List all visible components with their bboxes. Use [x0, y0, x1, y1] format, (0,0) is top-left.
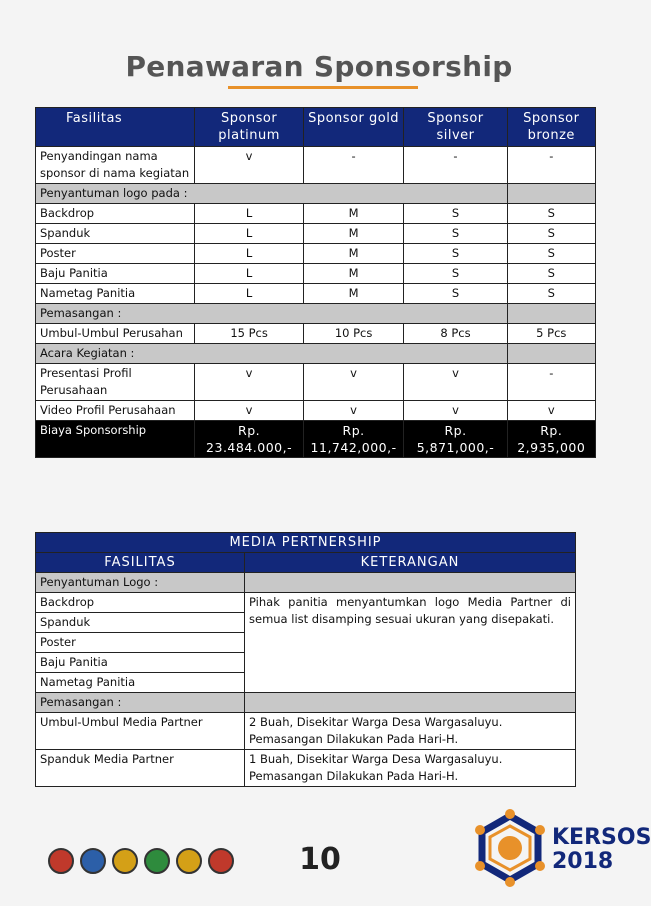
total-price-cell: Rp. 11,742,000,- [303, 421, 404, 458]
partner-logo-icon [208, 848, 234, 874]
sponsor-value-cell: 15 Pcs [195, 324, 303, 344]
media-logo-item: Nametag Panitia [36, 673, 245, 693]
sponsor-value-cell: S [507, 224, 595, 244]
sponsor-value-cell: v [303, 364, 404, 401]
sponsor-value-cell: S [404, 244, 507, 264]
sponsor-table-header [36, 108, 596, 147]
section-label: Acara Kegiatan : [36, 344, 508, 364]
sponsor-value-cell: M [303, 244, 404, 264]
sponsor-value-cell: S [507, 264, 595, 284]
sponsor-value-cell: S [404, 224, 507, 244]
sponsor-total-row [36, 421, 596, 458]
kersos-brand [552, 826, 651, 874]
sponsor-row [36, 147, 596, 184]
sponsor-value-cell: S [507, 284, 595, 304]
media-install-item: Spanduk Media Partner [36, 750, 245, 787]
partner-logos [48, 848, 234, 874]
sponsor-row [36, 284, 596, 304]
sponsor-value-cell: 10 Pcs [303, 324, 404, 344]
total-price-cell: Rp. 2,935,000 [507, 421, 595, 458]
facility-cell: Umbul-Umbul Perusahan [36, 324, 195, 344]
sponsor-value-cell: M [303, 264, 404, 284]
page-number: 10 [299, 842, 341, 877]
sponsor-row [36, 324, 596, 344]
sponsor-value-cell: L [195, 264, 303, 284]
section-label: Penyantuman logo pada : [36, 184, 508, 204]
sponsor-value-cell: v [195, 401, 303, 421]
media-table-title: MEDIA PERTNERSHIP [36, 533, 576, 553]
media-header-keterangan: KETERANGAN [245, 553, 576, 573]
sponsor-table [35, 107, 596, 458]
sponsor-table-body [36, 147, 596, 458]
media-install-desc: 1 Buah, Disekitar Warga Desa Wargasaluyu. Pemasangan Dilakukan Pada Hari-H. [245, 750, 576, 787]
facility-cell: Backdrop [36, 204, 195, 224]
kersos-logo-icon [470, 808, 550, 888]
media-section-install: Pemasangan : [36, 693, 245, 713]
sponsor-value-cell: 5 Pcs [507, 324, 595, 344]
sponsor-value-cell: v [195, 364, 303, 401]
partner-logo-icon [112, 848, 138, 874]
sponsor-value-cell: v [195, 147, 303, 184]
media-logo-description: Pihak panitia menyantumkan logo Media Partner di semua list disamping sesuai ukuran yang disepakati. [245, 593, 576, 693]
facility-cell: Baju Panitia [36, 264, 195, 284]
partner-logo-icon [144, 848, 170, 874]
sponsor-value-cell: S [404, 284, 507, 304]
sponsor-value-cell: - [303, 147, 404, 184]
sponsor-value-cell: v [507, 401, 595, 421]
page-title: Penawaran Sponsorship [125, 50, 513, 83]
sponsor-row [36, 204, 596, 224]
media-partnership-table [35, 532, 576, 787]
sponsor-row [36, 224, 596, 244]
sponsor-value-cell: S [404, 264, 507, 284]
total-label: Biaya Sponsorship [36, 421, 195, 458]
sponsor-value-cell: M [303, 284, 404, 304]
sponsor-section-row [36, 304, 596, 324]
partner-logo-icon [176, 848, 202, 874]
sponsor-value-cell: S [404, 204, 507, 224]
header-silver: Sponsor silver [404, 108, 507, 147]
media-install-item: Umbul-Umbul Media Partner [36, 713, 245, 750]
sponsor-section-row [36, 184, 596, 204]
sponsor-value-cell: - [404, 147, 507, 184]
kersos-brand-name: KERSOS [552, 825, 651, 850]
total-price-cell: Rp. 5,871,000,- [404, 421, 507, 458]
kersos-brand-year: 2018 [552, 849, 614, 874]
media-install-desc: 2 Buah, Disekitar Warga Desa Wargasaluyu. Pemasangan Dilakukan Pada Hari-H. [245, 713, 576, 750]
facility-cell: Presentasi Profil Perusahaan [36, 364, 195, 401]
section-blank [507, 304, 595, 324]
sponsor-value-cell: L [195, 284, 303, 304]
header-platinum: Sponsor platinum [195, 108, 303, 147]
header-bronze: Sponsor bronze [507, 108, 595, 147]
media-header-fasilitas: FASILITAS [36, 553, 245, 573]
facility-cell: Nametag Panitia [36, 284, 195, 304]
media-logo-item: Backdrop [36, 593, 245, 613]
sponsor-row [36, 364, 596, 401]
media-logo-item: Poster [36, 633, 245, 653]
media-section-install-blank [245, 693, 576, 713]
sponsor-value-cell: 8 Pcs [404, 324, 507, 344]
sponsor-value-cell: - [507, 364, 595, 401]
header-fasilitas: Fasilitas [36, 108, 195, 147]
media-section-logo: Penyantuman Logo : [36, 573, 245, 593]
media-logo-item: Spanduk [36, 613, 245, 633]
sponsor-value-cell: v [404, 364, 507, 401]
sponsor-value-cell: v [303, 401, 404, 421]
sponsor-value-cell: v [404, 401, 507, 421]
sponsor-value-cell: M [303, 204, 404, 224]
media-logo-item: Baju Panitia [36, 653, 245, 673]
header-gold: Sponsor gold [303, 108, 404, 147]
sponsor-value-cell: S [507, 204, 595, 224]
partner-logo-icon [48, 848, 74, 874]
section-label: Pemasangan : [36, 304, 508, 324]
sponsor-value-cell: M [303, 224, 404, 244]
facility-cell: Video Profil Perusahaan [36, 401, 195, 421]
section-blank [507, 344, 595, 364]
sponsor-section-row [36, 344, 596, 364]
sponsor-value-cell: L [195, 244, 303, 264]
sponsor-value-cell: S [507, 244, 595, 264]
title-underline [228, 86, 418, 89]
facility-cell: Poster [36, 244, 195, 264]
media-section-logo-blank [245, 573, 576, 593]
sponsor-value-cell: L [195, 204, 303, 224]
section-blank [507, 184, 595, 204]
partner-logo-icon [80, 848, 106, 874]
sponsor-row [36, 264, 596, 284]
sponsor-value-cell: L [195, 224, 303, 244]
sponsor-value-cell: - [507, 147, 595, 184]
sponsor-row [36, 244, 596, 264]
facility-cell: Spanduk [36, 224, 195, 244]
facility-cell: Penyandingan nama sponsor di nama kegiatan [36, 147, 195, 184]
sponsor-row [36, 401, 596, 421]
total-price-cell: Rp. 23.484.000,- [195, 421, 303, 458]
